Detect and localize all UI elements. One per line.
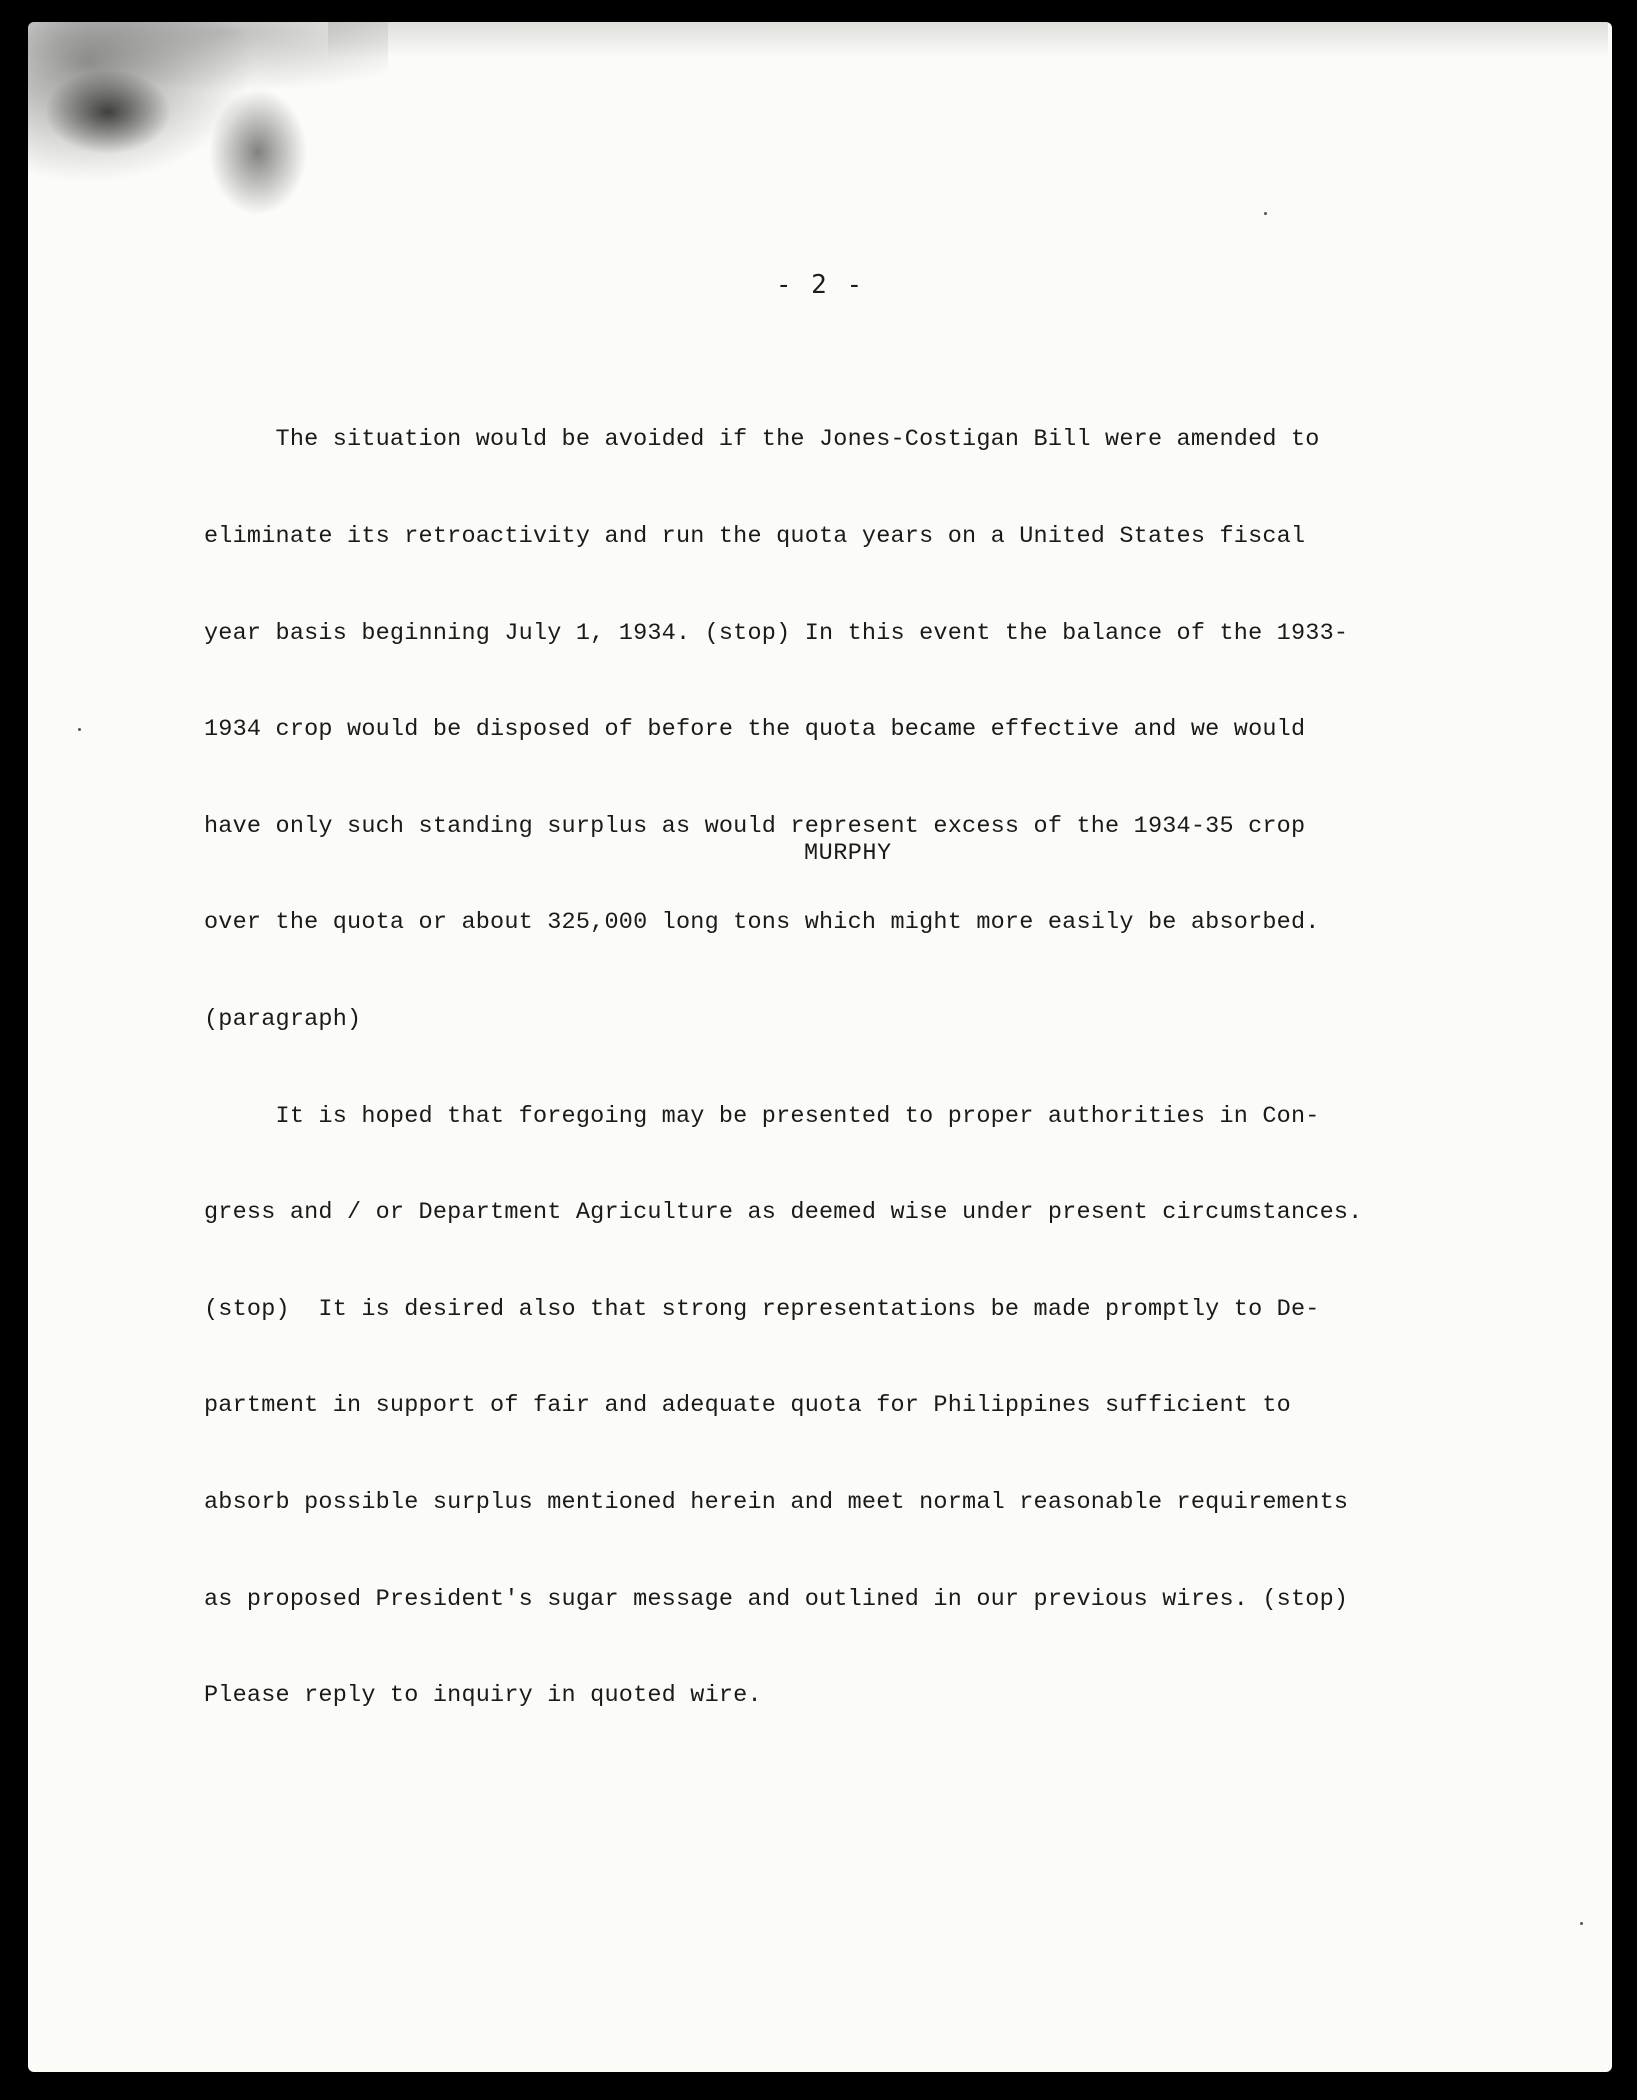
page-number: - 2 - <box>775 270 865 300</box>
scan-speck <box>1580 1922 1583 1925</box>
scan-speck <box>1264 212 1267 215</box>
telegram-body <box>204 360 1494 1777</box>
body-line: 1934 crop would be disposed of before the quota became effective and we would <box>204 716 1306 744</box>
body-line: as proposed President's sugar message and outlined in our previous wires. (stop) <box>204 1585 1349 1613</box>
body-line: It is hoped that foregoing may be presented to proper authorities in Con- <box>204 1102 1320 1130</box>
signature: MURPHY <box>804 840 892 867</box>
body-line: gress and / or Department Agriculture as deemed wise under present circumstances. <box>204 1199 1363 1227</box>
scan-shadow <box>328 22 1608 58</box>
body-line: eliminate its retroactivity and run the quota years on a United States fiscal <box>204 523 1306 550</box>
document-page <box>28 22 1612 2072</box>
body-line: The situation would be avoided if the Jones-Costigan Bill were amended to <box>204 426 1320 454</box>
body-line: have only such standing surplus as would represent excess of the 1934-35 crop <box>204 812 1306 840</box>
body-line: absorb possible surplus mentioned herein and meet normal reasonable requirements <box>204 1488 1349 1516</box>
scan-speck <box>78 728 81 731</box>
body-line: partment in support of fair and adequate quota for Philippines sufficient to <box>204 1392 1291 1420</box>
body-line: over the quota or about 325,000 long tons which might more easily be absorbed. <box>204 909 1320 937</box>
body-line: year basis beginning July 1, 1934. (stop) In this event the balance of the 1933- <box>204 619 1349 647</box>
body-line: Please reply to inquiry in quoted wire. <box>204 1682 762 1710</box>
body-line: (stop) It is desired also that strong representations be made promptly to De- <box>204 1295 1320 1323</box>
body-line: (paragraph) <box>204 1005 362 1033</box>
